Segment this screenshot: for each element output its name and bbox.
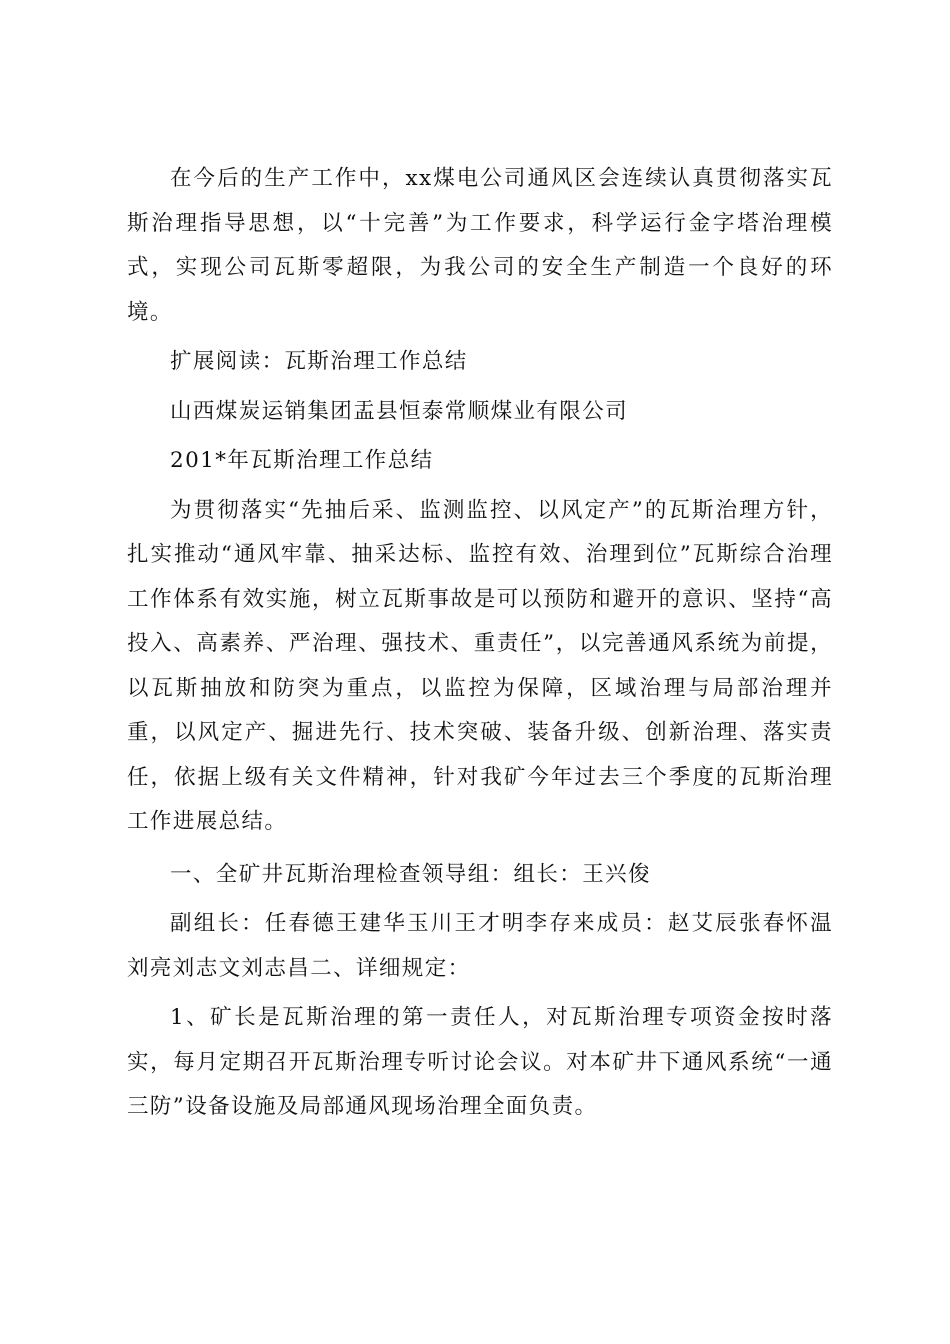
paragraph-company-name: 山西煤炭运销集团盂县恒泰常顺煤业有限公司 xyxy=(170,398,629,424)
paragraph-gas-management-outlook: 在今后的生产工作中，xx煤电公司通风区会连续认真贯彻落实瓦斯治理指导思想，以“十完善”为工作要求，科学运行金字塔治理模式，实现公司瓦斯零超限，为我公司的安全生产制造一个良好的环境。 xyxy=(127,166,833,325)
paragraph-policy-summary: 为贯彻落实“先抽后采、监测监控、以风定产”的瓦斯治理方针，扎实推动“通风牢靠、抽采达标、监控有效、治理到位”瓦斯综合治理工作体系有效实施，树立瓦斯事故是可以预防和避开的意识、坚持“高投入、高素养、严治理、强技术、重责任”，以完善通风系统为前提，以瓦斯抽放和防突为重点，以监控为保障，区域治理与局部治理并重，以风定产、掘进先行、技术突破、装备升级、创新治理、落实责任，依据上级有关文件精神，针对我矿今年过去三个季度的瓦斯治理工作进展总结。 xyxy=(127,497,833,834)
paragraph-summary-title: 201*年瓦斯治理工作总结 xyxy=(170,448,434,473)
paragraph-extended-reading: 扩展阅读：瓦斯治理工作总结 xyxy=(170,349,468,374)
document-body xyxy=(127,157,833,1130)
paragraph-members-and-rules: 副组长：任春德王建华玉川王才明李存来成员：赵艾辰张春怀温刘亮刘志文刘志昌二、详细规定： xyxy=(127,911,833,981)
paragraph-rule-1: 1、矿长是瓦斯治理的第一责任人，对瓦斯治理专项资金按时落实，每月定期召开瓦斯治理专听讨论会议。对本矿井下通风系统“一通三防”设备设施及局部通风现场治理全面负责。 xyxy=(127,1005,833,1119)
paragraph-leadership-group: 一、全矿井瓦斯治理检查领导组：组长：王兴俊 xyxy=(170,861,651,887)
